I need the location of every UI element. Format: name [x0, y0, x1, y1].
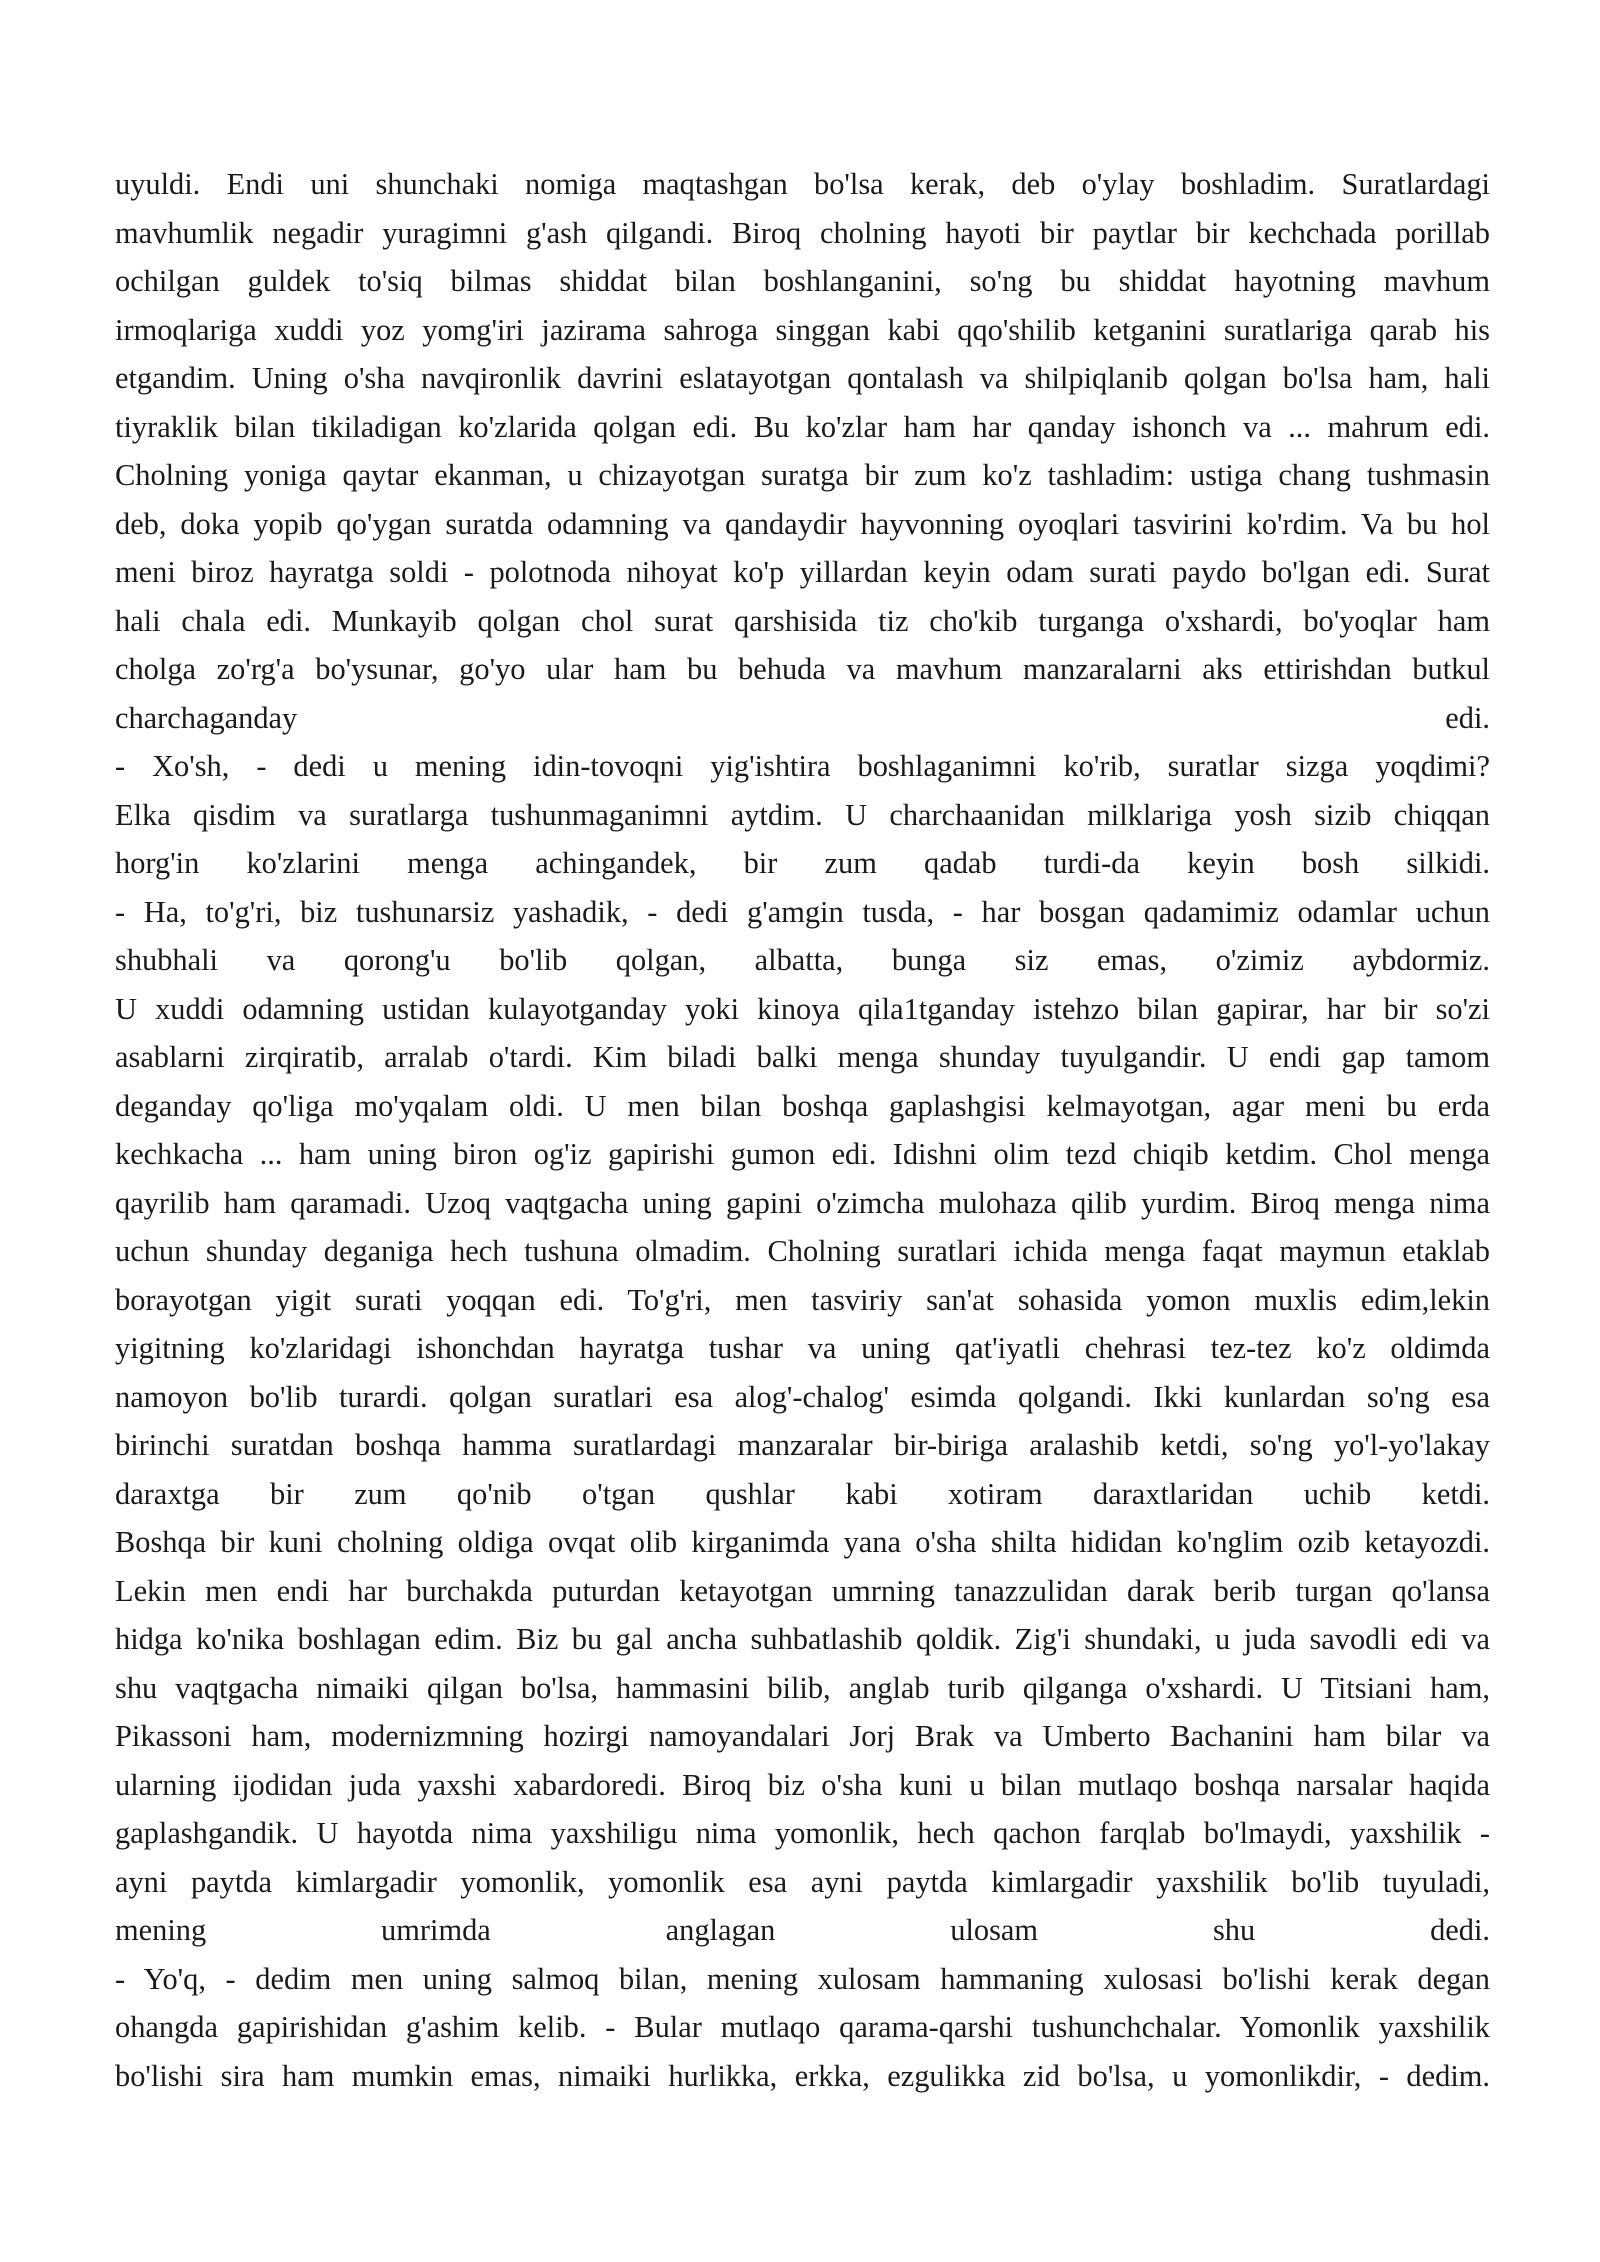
text-line: charchaganday edi.: [115, 700, 1490, 735]
text-line: kechkacha ... ham uning biron og'iz gapirishi gumon edi. Idishni olim tezd chiqib ketdim. Chol menga: [115, 1137, 1490, 1171]
text-line: Boshqa bir kuni cholning oldiga ovqat olib kirganimda yana o'sha shilta hididan ko'nglim ozib ketayozdi.: [115, 1525, 1490, 1559]
text-line: ohangda gapirishidan g'ashim kelib. - Bular mutlaqo qarama-qarshi tushunchchalar. Yomonlik yaxshilik: [115, 2010, 1490, 2044]
text-line: gaplashgandik. U hayotda nima yaxshiligu nima yomonlik, hech qachon farqlab bo'lmaydi, yaxshilik -: [115, 1816, 1490, 1850]
text-line: ayni paytda kimlargadir yomonlik, yomonlik esa ayni paytda kimlargadir yaxshilik bo'lib tuyuladi,: [115, 1864, 1490, 1899]
text-line: uyuldi. Endi uni shunchaki nomiga maqtashgan bo'lsa kerak, deb o'ylay boshladim. Suratlardagi: [115, 167, 1490, 201]
text-line: mavhumlik negadir yuragimni g'ash qilgandi. Biroq cholning hayoti bir paytlar bir kechchada porillab: [115, 215, 1490, 250]
text-line: Elka qisdim va suratlarga tushunmaganimni aytdim. U charchaanidan milklariga yosh sizib chiqqan: [115, 797, 1490, 832]
text-line: deb, doka yopib qo'ygan suratda odamning va qandaydir hayvonning oyoqlari tasvirini ko'rdim. Va bu hol: [115, 506, 1490, 541]
text-line: horg'in ko'zlarini menga achingandek, bir zum qadab turdi-da keyin bosh silkidi.: [115, 846, 1490, 880]
text-line: tiyraklik bilan tikiladigan ko'zlarida qolgan edi. Bu ko'zlar ham har qanday ishonch va ... mahrum edi.: [115, 409, 1490, 444]
text-line: deganday qo'liga mo'yqalam oldi. U men bilan boshqa gaplashgisi kelmayotgan, agar meni bu erda: [115, 1088, 1490, 1123]
text-line: namoyon bo'lib turardi. qolgan suratlari esa alog'-chalog' esimda qolgandi. Ikki kunlardan so'ng esa: [115, 1379, 1490, 1414]
text-line: Lekin men endi har burchakda puturdan ketayotgan umrning tanazzulidan darak berib turgan qo'lansa: [115, 1573, 1490, 1608]
text-line: uchun shunday deganiga hech tushuna olmadim. Cholning suratlari ichida menga faqat maymun etaklab: [115, 1234, 1490, 1268]
text-line: yigitning ko'zlaridagi ishonchdan hayratga tushar va uning qat'iyatli chehrasi tez-tez ko'z oldimda: [115, 1331, 1490, 1365]
text-line: qayrilib ham qaramadi. Uzoq vaqtgacha uning gapini o'zimcha mulohaza qilib yurdim. Biroq menga nima: [115, 1185, 1490, 1220]
text-line: U xuddi odamning ustidan kulayotganday yoki kinoya qila1tganday istehzo bilan gapirar, har bir so'zi: [115, 991, 1490, 1026]
text-line: etgandim. Uning o'sha navqironlik davrini eslatayotgan qontalash va shilpiqlanib qolgan bo'lsa ham, hali: [115, 361, 1490, 395]
text-line: borayotgan yigit surati yoqqan edi. To'g'ri, men tasviriy san'at sohasida yomon muxlis edim,lekin: [115, 1282, 1490, 1317]
text-line: hali chala edi. Munkayib qolgan chol surat qarshisida tiz cho'kib turganga o'xshardi, bo'yoqlar ham: [115, 603, 1490, 638]
text-line: Pikassoni ham, modernizmning hozirgi namoyandalari Jorj Brak va Umberto Bachanini ham bilar va: [115, 1719, 1490, 1753]
text-line: asablarni zirqiratib, arralab o'tardi. Kim biladi balki menga shunday tuyulgandir. U endi gap tamom: [115, 1040, 1490, 1074]
text-line: shubhali va qorong'u bo'lib qolgan, albatta, bunga siz emas, o'zimiz aybdormiz.: [115, 943, 1490, 977]
text-line: bo'lishi sira ham mumkin emas, nimaiki hurlikka, erkka, ezgulikka zid bo'lsa, u yomonlikdir, - dedim.: [115, 2058, 1490, 2093]
text-line: shu vaqtgacha nimaiki qilgan bo'lsa, hammasini bilib, anglab turib qilganga o'xshardi. U Titsiani ham,: [115, 1670, 1490, 1705]
text-line: mening umrimda anglagan ulosam shu dedi.: [115, 1913, 1490, 1947]
text-line: hidga ko'nika boshlagan edim. Biz bu gal ancha suhbatlashib qoldik. Zig'i shundaki, u juda savodli edi va: [115, 1622, 1490, 1656]
text-line: - Yo'q, - dedim men uning salmoq bilan, mening xulosam hammaning xulosasi bo'lishi kerak degan: [115, 1961, 1490, 1996]
text-line: ochilgan guldek to'siq bilmas shiddat bilan boshlanganini, so'ng bu shiddat hayotning mavhum: [115, 264, 1490, 298]
text-line: ularning ijodidan juda yaxshi xabardoredi. Biroq biz o'sha kuni u bilan mutlaqo boshqa narsalar haqida: [115, 1767, 1490, 1802]
text-line: daraxtga bir zum qo'nib o'tgan qushlar kabi xotiram daraxtlaridan uchib ketdi.: [115, 1476, 1490, 1511]
document-page: [115, 160, 1490, 2100]
text-line: cholga zo'rg'a bo'ysunar, go'yo ular ham bu behuda va mavhum manzaralarni aks ettirishdan butkul: [115, 652, 1490, 686]
text-line: meni biroz hayratga soldi - polotnoda nihoyat ko'p yillardan keyin odam surati paydo bo'lgan edi. Surat: [115, 555, 1490, 589]
text-line: irmoqlariga xuddi yoz yomg'iri jazirama sahroga singgan kabi qqo'shilib ketganini suratlariga qarab his: [115, 312, 1490, 347]
text-line: birinchi suratdan boshqa hamma suratlardagi manzaralar bir-biriga aralashib ketdi, so'ng yo'l-yo'lakay: [115, 1428, 1490, 1462]
text-line: Cholning yoniga qaytar ekanman, u chizayotgan suratga bir zum ko'z tashladim: ustiga chang tushmasin: [115, 458, 1490, 492]
text-line: - Ha, to'g'ri, biz tushunarsiz yashadik, - dedi g'amgin tusda, - har bosgan qadamimiz odamlar uchun: [115, 894, 1490, 929]
text-line: - Xo'sh, - dedi u mening idin-tovoqni yig'ishtira boshlaganimni ko'rib, suratlar sizga yoqdimi?: [115, 749, 1490, 783]
